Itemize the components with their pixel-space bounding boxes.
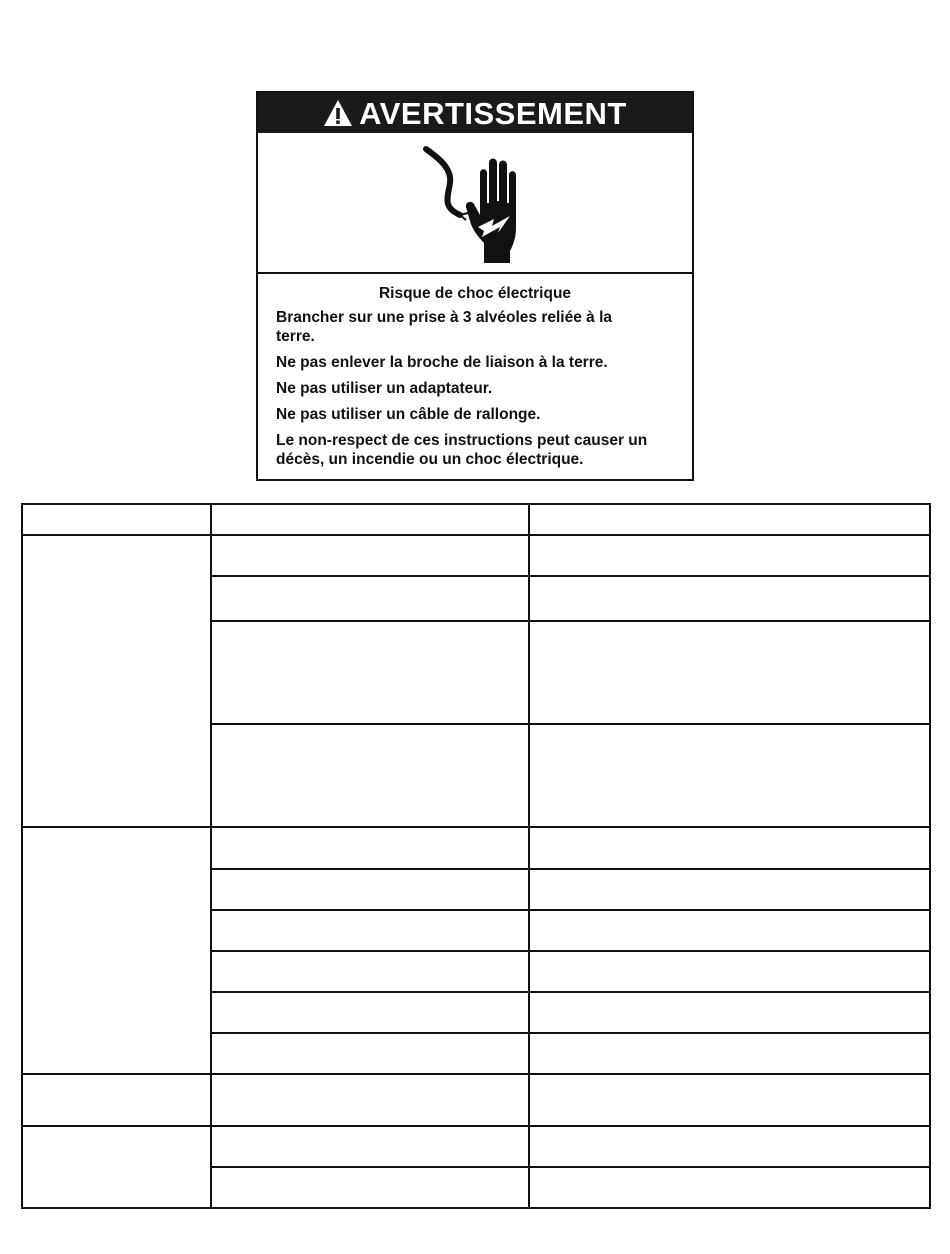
cause-cell bbox=[211, 1074, 529, 1126]
solution-cell bbox=[529, 910, 930, 951]
solution-cell bbox=[529, 992, 930, 1033]
troubleshooting-table bbox=[21, 503, 931, 1209]
problem-cell bbox=[22, 535, 211, 827]
table-header-row bbox=[22, 504, 930, 535]
solution-cell bbox=[529, 1167, 930, 1208]
warning-label bbox=[256, 91, 694, 481]
solution-cell bbox=[529, 827, 930, 869]
warning-text bbox=[258, 274, 692, 469]
warning-title: AVERTISSEMENT bbox=[359, 95, 627, 131]
table-row bbox=[22, 1126, 930, 1167]
solution-cell bbox=[529, 1033, 930, 1074]
hazard-icon-area bbox=[258, 133, 692, 274]
cause-cell bbox=[211, 951, 529, 992]
header-cell bbox=[529, 504, 930, 535]
problem-cell bbox=[22, 1126, 211, 1208]
warning-line: Ne pas utiliser un câble de rallonge. bbox=[276, 406, 541, 423]
solution-cell bbox=[529, 869, 930, 910]
warning-line: Le non-respect de ces instructions peut causer un décès, un incendie ou un choc électrique. bbox=[276, 432, 648, 468]
warning-header bbox=[258, 93, 692, 133]
cause-cell bbox=[211, 535, 529, 576]
cause-cell bbox=[211, 827, 529, 869]
warning-line: Brancher sur une prise à 3 alvéoles reliée à la terre. bbox=[276, 309, 613, 345]
warning-line: Ne pas enlever la broche de liaison à la terre. bbox=[276, 354, 608, 371]
cause-cell bbox=[211, 724, 529, 827]
solution-cell bbox=[529, 576, 930, 621]
solution-cell bbox=[529, 724, 930, 827]
electric-shock-hand-icon bbox=[418, 143, 538, 265]
cause-cell bbox=[211, 621, 529, 724]
solution-cell bbox=[529, 621, 930, 724]
problem-cell bbox=[22, 827, 211, 1074]
solution-cell bbox=[529, 1126, 930, 1167]
problem-cell bbox=[22, 1074, 211, 1126]
cause-cell bbox=[211, 1126, 529, 1167]
warning-subtitle: Risque de choc électrique bbox=[378, 285, 572, 302]
solution-cell bbox=[529, 1074, 930, 1126]
cause-cell bbox=[211, 869, 529, 910]
cause-cell bbox=[211, 1167, 529, 1208]
table-row bbox=[22, 827, 930, 869]
warning-triangle-icon bbox=[323, 99, 353, 127]
header-cell bbox=[22, 504, 211, 535]
cause-cell bbox=[211, 576, 529, 621]
header-cell bbox=[211, 504, 529, 535]
solution-cell bbox=[529, 951, 930, 992]
solution-cell bbox=[529, 535, 930, 576]
table-row bbox=[22, 1074, 930, 1126]
cause-cell bbox=[211, 992, 529, 1033]
cause-cell bbox=[211, 1033, 529, 1074]
warning-line: Ne pas utiliser un adaptateur. bbox=[276, 380, 493, 397]
cause-cell bbox=[211, 910, 529, 951]
table-row bbox=[22, 535, 930, 576]
